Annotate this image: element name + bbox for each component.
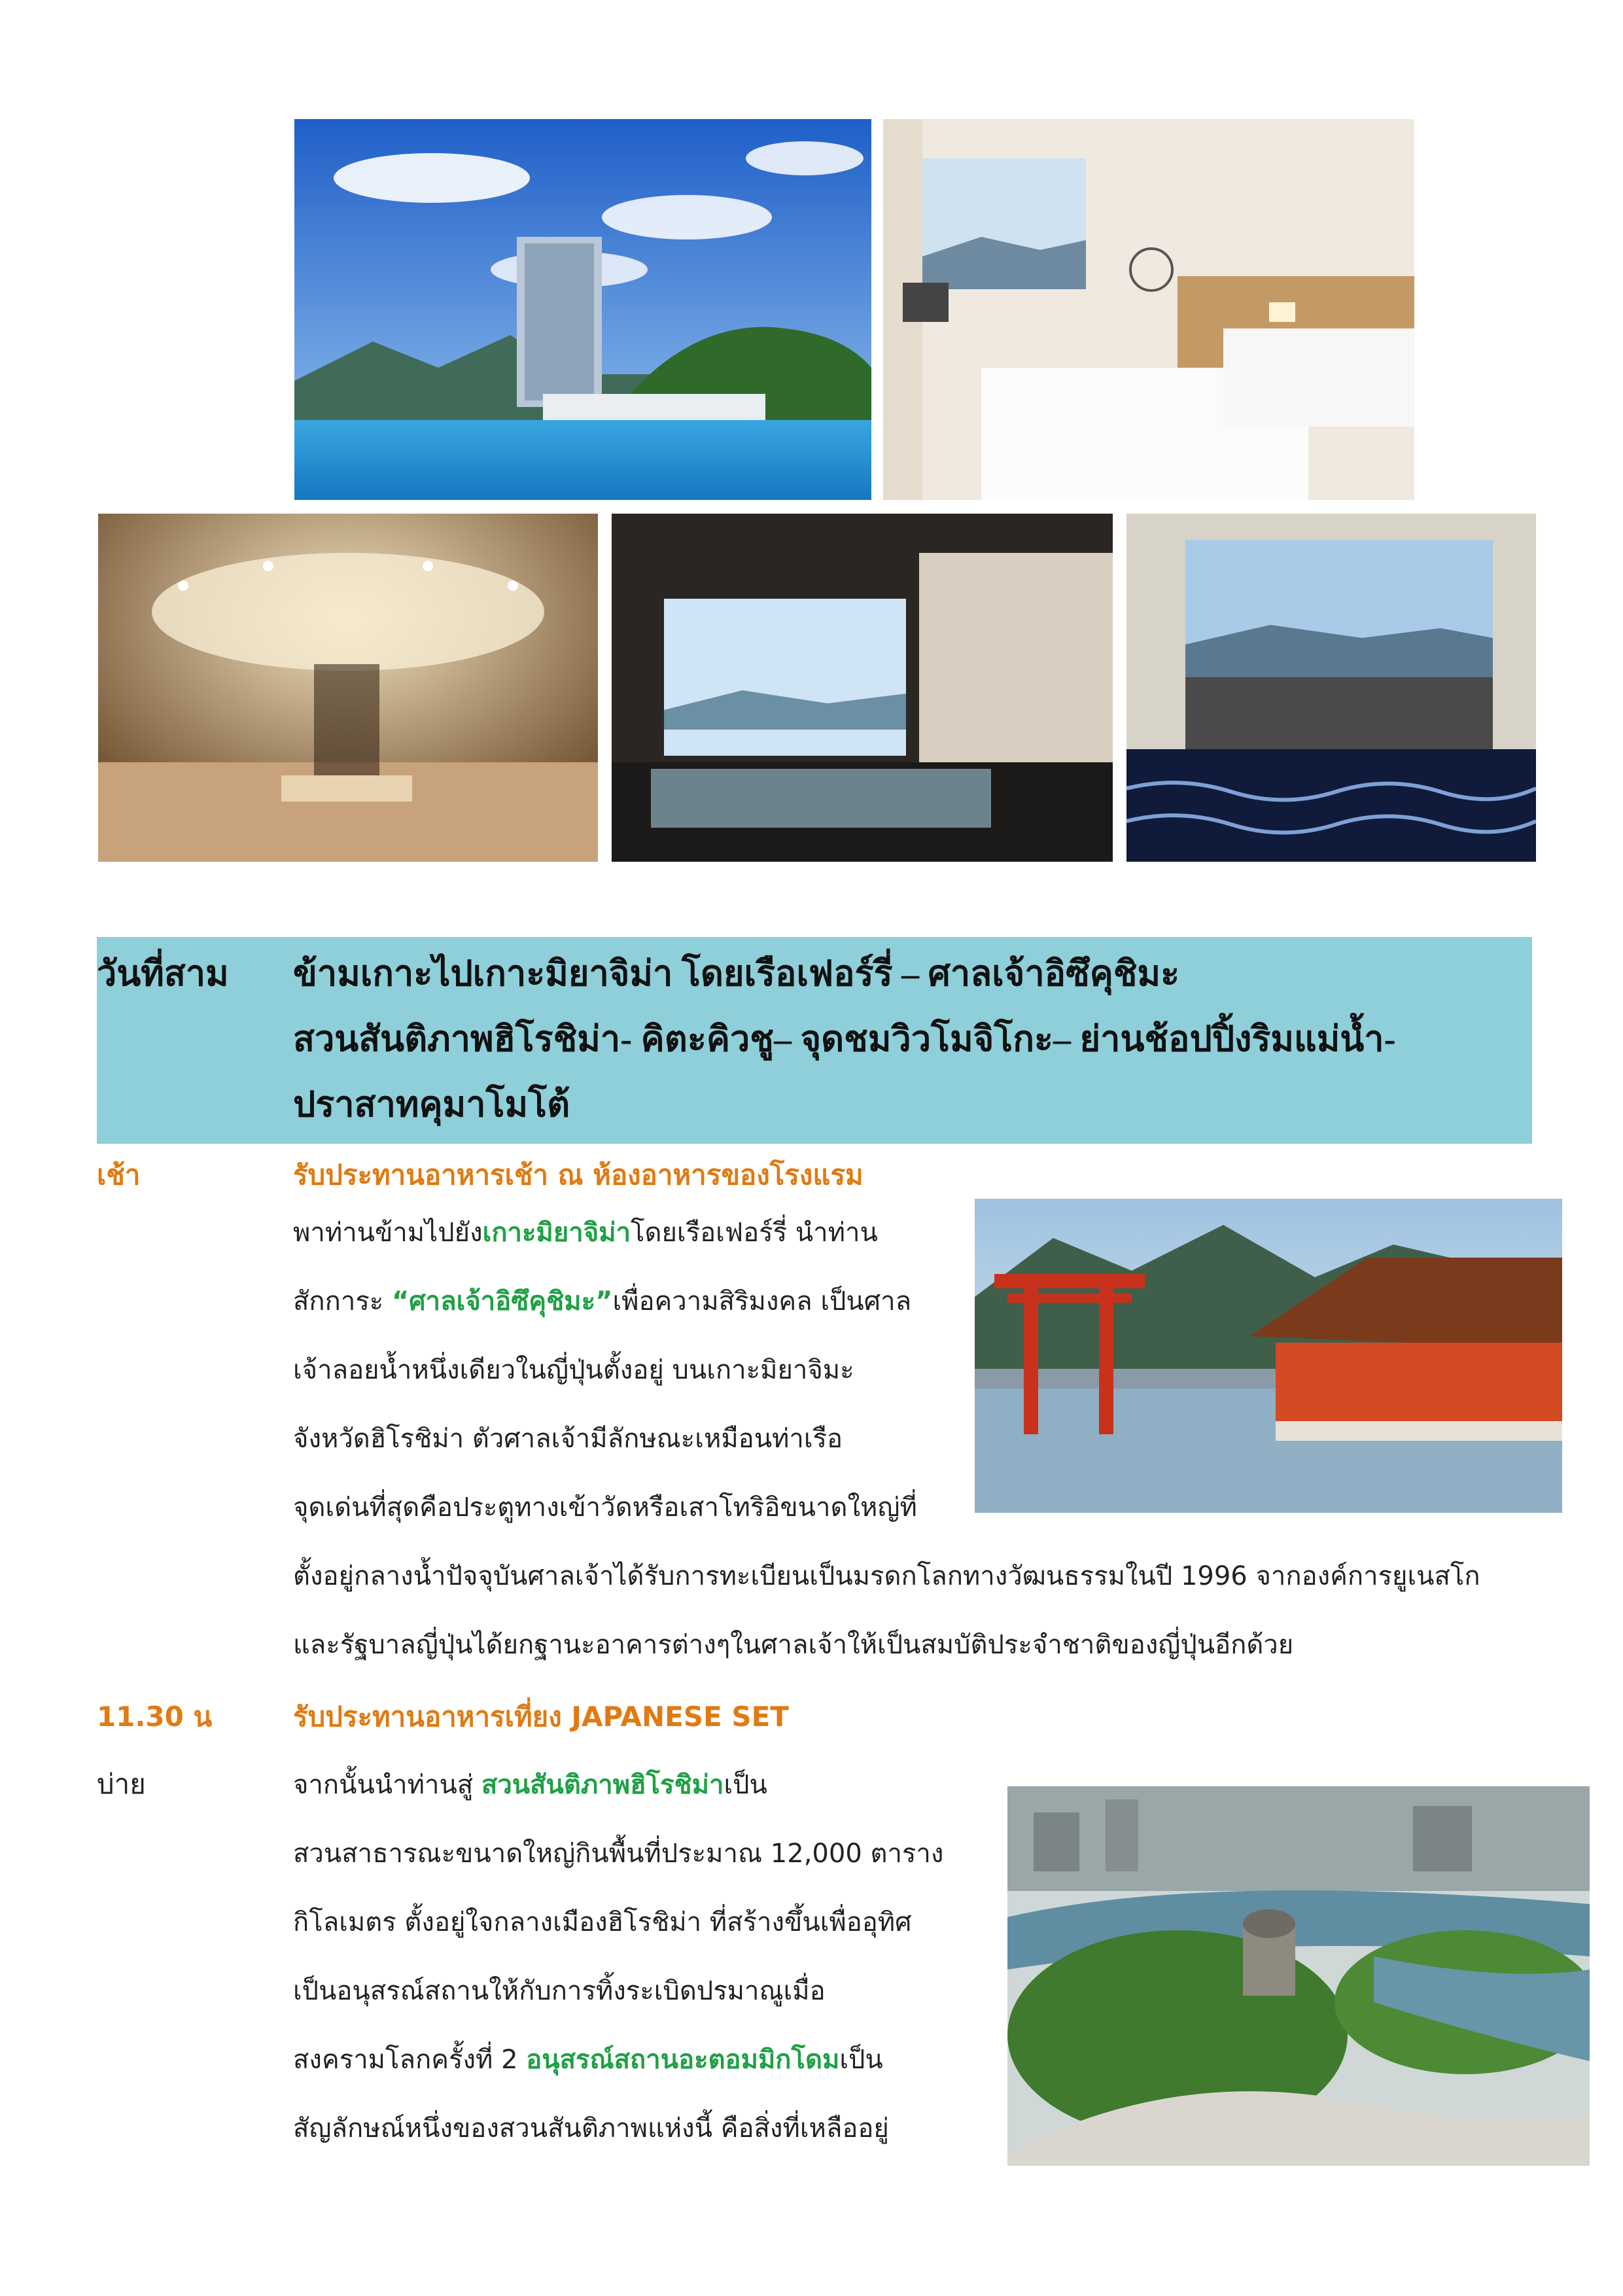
itsukushima-shrine-photo <box>975 1199 1562 1513</box>
day-title <box>293 941 1523 1137</box>
afternoon-line-5: สงครามโลกครั้งที่ 2 อนุสรณ์สถานอะตอมมิกโดมเป็น <box>293 2045 883 2075</box>
morning-time-label: เช้า <box>97 1159 141 1191</box>
day-title-line-3: ปราสาทคุมาโมโต้ <box>293 1085 570 1124</box>
miyajima-highlight: เกาะมิยาจิม่า <box>482 1218 631 1248</box>
afternoon-time-label: บ่าย <box>97 1768 146 1800</box>
morning-line-3: เจ้าลอยน้ำหนึ่งเดียวในญี่ปุ่นตั้งอยู่ บนเกาะมิยาจิมะ <box>293 1355 854 1385</box>
atomic-dome-highlight: อนุสรณ์สถานอะตอมมิกโดม <box>526 2045 840 2075</box>
day-title-line-2: สวนสันติภาพฮิโรชิม่า- คิตะคิวชู– จุดชมวิวโมจิโกะ– ย่านช้อปปิ้งริมแม่น้ำ- <box>293 1019 1396 1059</box>
lunch-meal: รับประทานอาหารเที่ยง JAPANESE SET <box>293 1701 789 1733</box>
afternoon-line-6: สัญลักษณ์หนึ่งของสวนสันติภาพแห่งนี้ คือสิ่งที่เหลืออยู่ <box>293 2113 889 2144</box>
onsen-indoor-photo <box>612 514 1113 862</box>
morning-line-5: จุดเด่นที่สุดคือประตูทางเข้าวัดหรือเสาโทริอิขนาดใหญ่ที่ <box>293 1492 917 1523</box>
hotel-exterior-photo <box>294 119 871 500</box>
afternoon-line-2: สวนสาธารณะขนาดใหญ่กินพื้นที่ประมาณ 12,000 ตาราง <box>293 1839 944 1869</box>
morning-line-2: สักการะ “ศาลเจ้าอิซึคุชิมะ”เพื่อความสิริมงคล เป็นศาล <box>293 1286 912 1316</box>
onsen-sea-view-photo <box>1126 514 1536 862</box>
afternoon-line-1: จากนั้นนำท่านสู่ สวนสันติภาพฮิโรชิม่าเป็น <box>293 1770 767 1800</box>
morning-line-1: พาท่านข้ามไปยังเกาะมิยาจิม่าโดยเรือเฟอร์รี่ นำท่าน <box>293 1218 878 1248</box>
morning-line-7: และรัฐบาลญี่ปุ่นได้ยกฐานะอาคารต่างๆในศาลเจ้าให้เป็นสมบัติประจำชาติของญี่ปุ่นอีกด้วย <box>293 1630 1294 1660</box>
morning-line-6: ตั้งอยู่กลางน้ำปัจจุบันศาลเจ้าได้รับการทะเบียนเป็นมรดกโลกทางวัฒนธรรมในปี 1996 จากองค์การยูเนสโก <box>293 1561 1480 1591</box>
peace-park-highlight: สวนสันติภาพฮิโรชิม่า <box>481 1770 724 1800</box>
day-title-line-1: ข้ามเกาะไปเกาะมิยาจิม่า โดยเรือเฟอร์รี่ – ศาลเจ้าอิซึคุชิมะ <box>293 954 1180 993</box>
day-label: วันที่สาม <box>97 954 229 993</box>
peace-park-photo <box>1007 1786 1590 2166</box>
afternoon-line-4: เป็นอนุสรณ์สถานให้กับการทิ้งระเบิดปรมาณูเมื่อ <box>293 1976 826 2006</box>
itsukushima-highlight: “ศาลเจ้าอิซึคุชิมะ” <box>392 1286 613 1316</box>
morning-line-4: จังหวัดฮิโรชิม่า ตัวศาลเจ้ามีลักษณะเหมือนท่าเรือ <box>293 1424 843 1454</box>
breakfast-meal: รับประทานอาหารเช้า ณ ห้องอาหารของโรงแรม <box>293 1159 864 1191</box>
afternoon-line-3: กิโลเมตร ตั้งอยู่ใจกลางเมืองฮิโรชิม่า ที่สร้างขึ้นเพื่ออุทิศ <box>293 1907 912 1937</box>
lunch-time-label: 11.30 น <box>97 1701 213 1733</box>
afternoon-paragraph <box>293 1751 943 2163</box>
hotel-lobby-photo <box>98 514 598 862</box>
hotel-room-photo <box>883 119 1414 500</box>
